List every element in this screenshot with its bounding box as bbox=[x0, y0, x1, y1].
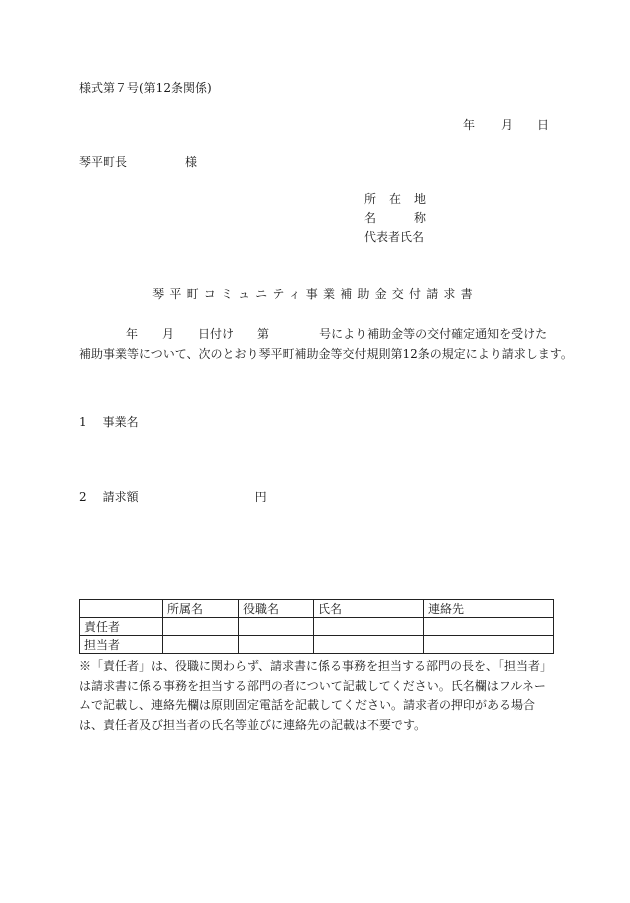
row-label-staff: 担当者 bbox=[80, 636, 163, 654]
table-row bbox=[80, 636, 554, 654]
body-text bbox=[79, 324, 573, 364]
table-header-row bbox=[80, 600, 554, 618]
item-1-label: 事業名 bbox=[102, 415, 139, 429]
table-cell[interactable] bbox=[424, 618, 554, 636]
table-cell[interactable] bbox=[424, 636, 554, 654]
date-year: 年 bbox=[462, 118, 475, 132]
recipient bbox=[79, 156, 197, 168]
table-cell[interactable] bbox=[314, 636, 424, 654]
item-1-number: 1 bbox=[79, 415, 87, 429]
body-line1-rest: 号により補助金等の交付確定通知を受けた bbox=[319, 327, 548, 341]
table-header-cell: 役職名 bbox=[239, 600, 314, 618]
date-line bbox=[463, 119, 549, 131]
date-day: 日 bbox=[536, 118, 549, 132]
table-cell[interactable] bbox=[239, 636, 314, 654]
address-char-2: 在 bbox=[388, 192, 401, 206]
applicant-representative-row bbox=[364, 231, 426, 250]
footnote: ※「責任者」は、役職に関わらず、請求書に係る事務を担当する部門の長を、「担当者」は請求書に係る事務を担当する部門の者について記載してください。氏名欄はフルネームで記載し、連絡先欄は原則固定電話を記載してください。請求者の押印がある場合は、責任者及び担当者の氏名等並びに連絡先の記載は不要です。 bbox=[79, 659, 553, 732]
recipient-honorific: 様 bbox=[185, 155, 198, 169]
applicant-name-label bbox=[364, 212, 426, 224]
table-header-cell bbox=[80, 600, 163, 618]
name-char-2: 称 bbox=[413, 211, 426, 225]
row-label-responsible: 責任者 bbox=[80, 618, 163, 636]
address-char-1: 所 bbox=[364, 192, 377, 206]
table-header-cell: 所属名 bbox=[163, 600, 239, 618]
table-cell[interactable] bbox=[163, 636, 239, 654]
item-2-number: 2 bbox=[79, 490, 87, 504]
body-year: 年 bbox=[126, 327, 139, 341]
applicant-address-label bbox=[364, 193, 426, 205]
recipient-name: 琴平町長 bbox=[79, 155, 128, 169]
body-day-dated: 日付け bbox=[198, 327, 235, 341]
document-title: 琴平町コミュニティ事業補助金交付請求書 bbox=[152, 287, 478, 301]
body-line2-text: 補助事業等について、次のとおり琴平町補助金等交付規則第12条の規定により請求します。 bbox=[79, 347, 573, 361]
body-line-1 bbox=[79, 324, 553, 344]
contact-table bbox=[79, 599, 554, 654]
name-char-1: 名 bbox=[364, 211, 377, 225]
table-cell[interactable] bbox=[314, 618, 424, 636]
table-header-cell: 氏名 bbox=[314, 600, 424, 618]
item-project-name bbox=[79, 416, 139, 428]
table-row bbox=[80, 618, 554, 636]
body-month: 月 bbox=[162, 327, 175, 341]
body-number-prefix: 第 bbox=[257, 327, 270, 341]
applicant-address-row bbox=[364, 193, 426, 212]
date-month: 月 bbox=[500, 118, 513, 132]
applicant-representative-label: 代表者氏名 bbox=[364, 230, 425, 244]
item-2-label: 請求額 bbox=[102, 490, 139, 504]
item-request-amount bbox=[79, 491, 267, 503]
item-2-unit: 円 bbox=[254, 490, 267, 504]
table-header-cell: 連絡先 bbox=[424, 600, 554, 618]
form-number: 様式第７号(第12条関係) bbox=[79, 81, 212, 95]
body-line-2 bbox=[79, 344, 573, 364]
table-cell[interactable] bbox=[163, 618, 239, 636]
applicant-block bbox=[364, 193, 426, 250]
applicant-name-row bbox=[364, 212, 426, 231]
table-cell[interactable] bbox=[239, 618, 314, 636]
address-char-3: 地 bbox=[413, 192, 426, 206]
